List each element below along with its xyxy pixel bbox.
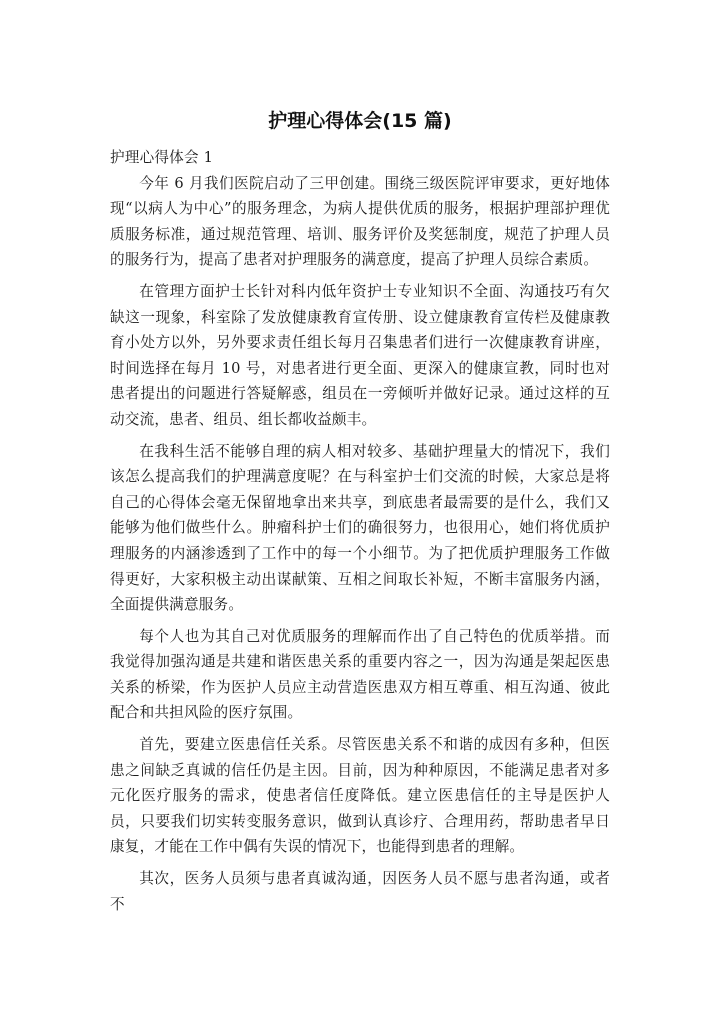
document-title: 护理心得体会(15 篇) — [268, 110, 452, 132]
paragraph-6: 其次，医务人员须与患者真诚沟通，因医务人员不愿与患者沟通，或者不 — [110, 870, 610, 913]
paragraph-4: 每个人也为其自己对优质服务的理解而作出了自己特色的优质举措。而我觉得加强沟通是共建和谐医患关系的重要内容之一，因为沟通是架起医患关系的桥梁，作为医护人员应主动营造医患双方相互尊重、相互沟通、彼此配合和共担风险的医疗氛围。 — [110, 627, 610, 722]
section-heading: 护理心得体会 1 — [110, 149, 214, 166]
paragraph-1: 今年 6 月我们医院启动了三甲创建。围绕三级医院评审要求，更好地体现“以病人为中心”的服务理念，为病人提供优质的服务，根据护理部护理优质服务标准，通过规范管理、培训、服务评价及奖惩制度，规范了护理人员的服务行为，提高了患者对护理服务的满意度，提高了护理人员综合素质。 — [110, 174, 610, 269]
paragraph-3: 在我科生活不能够自理的病人相对较多、基础护理量大的情况下，我们该怎么提高我们的护理满意度呢？在与科室护士们交流的时候，大家总是将自己的心得体会毫无保留地拿出来共享，到底患者最需要的是什么，我们又能够为他们做些什么。肿瘤科护士们的确很努力，也很用心，她们将优质护理服务的内涵渗透到了工作中的每一个小细节。为了把优质护理服务工作做得更好，大家积极主动出谋献策、互相之间取长补短，不断丰富服务内涵，全面提供满意服务。 — [110, 442, 610, 614]
document-body — [110, 145, 610, 923]
paragraph-2: 在管理方面护士长针对科内低年资护士专业知识不全面、沟通技巧有欠缺这一现象，科室除了发放健康教育宣传册、设立健康教育宣传栏及健康教育小处方以外，另外要求责任组长每月召集患者们进行一次健康教育讲座，时间选择在每月 10 号，对患者进行更全面、更深入的健康宣教，同时也对患者提出的问题进行答疑解惑，组员在一旁倾听并做好记录。通过这样的互动交流，患者、组员、组长都收益颇丰。 — [110, 282, 610, 428]
paragraph-5: 首先，要建立医患信任关系。尽管医患关系不和谐的成因有多种，但医患之间缺乏真诚的信任仍是主因。目前，因为种种原因，不能满足患者对多元化医疗服务的需求，使患者信任度降低。建立医患信任的主导是医护人员，只要我们切实转变服务意识，做到认真诊疗、合理用药，帮助患者早日康复，才能在工作中偶有失误的情况下，也能得到患者的理解。 — [110, 736, 610, 856]
